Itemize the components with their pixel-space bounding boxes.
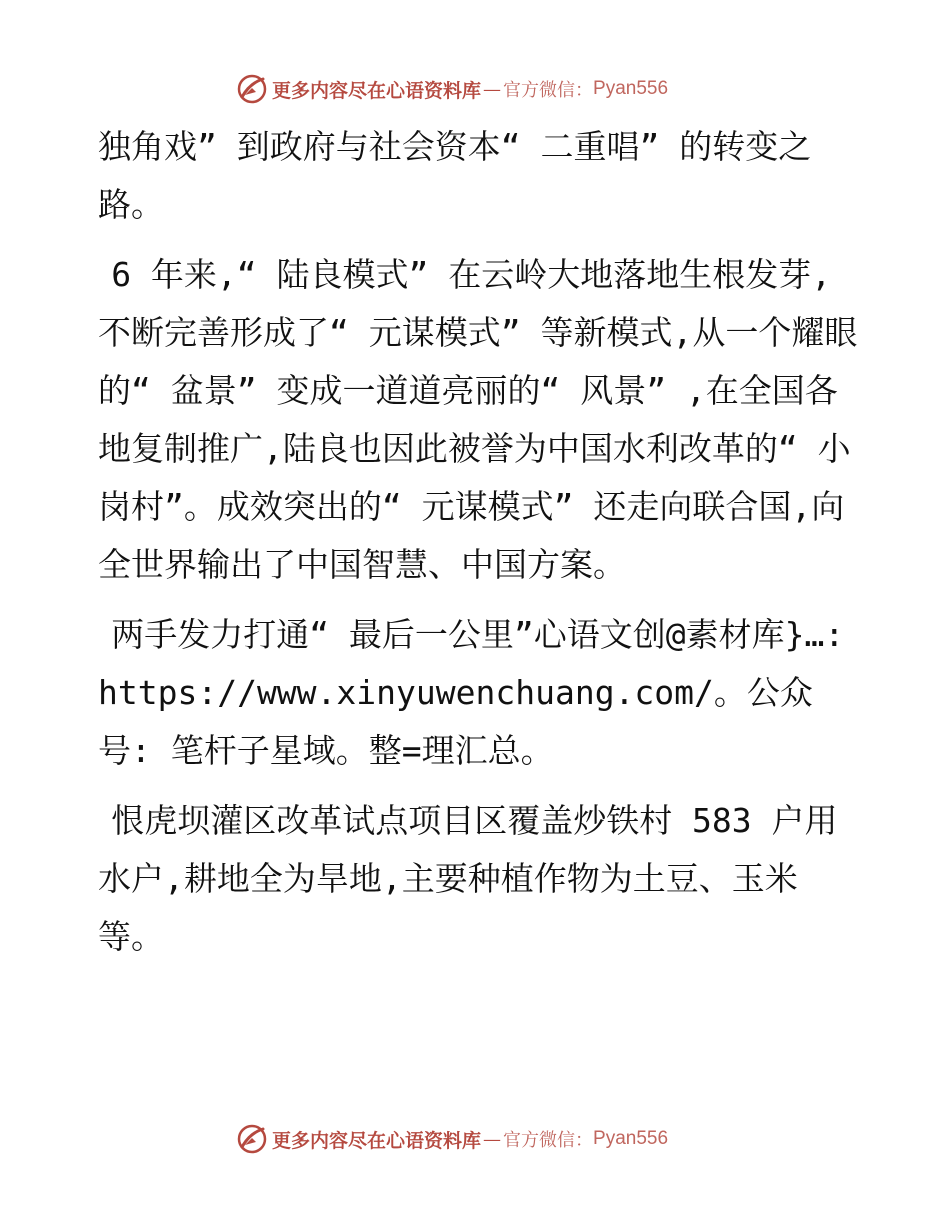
banner-title: 更多内容尽在心语资料库 bbox=[272, 1129, 482, 1152]
banner-dash: — bbox=[483, 78, 502, 100]
banner-wechat-id: Pyan556 bbox=[593, 1128, 669, 1149]
paragraph-1: 独角戏” 到政府与社会资本“ 二重唱” 的转变之路。 bbox=[98, 127, 812, 224]
header-banner bbox=[236, 72, 668, 106]
banner-wechat-id: Pyan556 bbox=[593, 78, 669, 99]
footer-banner bbox=[236, 1122, 668, 1156]
document-body bbox=[98, 118, 858, 978]
paragraph-4: 恨虎坝灌区改革试点项目区覆盖炒铁村 583 户用水户,耕地全为旱地,主要种植作物为土豆、玉米等。 bbox=[98, 801, 838, 956]
banner-dash: — bbox=[483, 1128, 502, 1150]
banner-wechat-label: 官方微信： bbox=[503, 80, 594, 101]
banner-wechat-label: 官方微信： bbox=[503, 1130, 594, 1151]
paragraph-2: 6 年来,“ 陆良模式” 在云岭大地落地生根发芽,不断完善形成了“ 元谋模式” 等新模式,从一个耀眼的“ 盆景” 变成一道道亮丽的“ 风景” ,在全国各地复制推广,陆良也因此被誉为中国水利改革的“ 小岗村”。成效突出的“ 元谋模式” 还走向联合国,向全世界输出了中国智慧、中国方案。 bbox=[98, 255, 858, 584]
pen-logo-icon bbox=[236, 1123, 268, 1155]
pen-logo-icon bbox=[236, 73, 268, 105]
banner-title: 更多内容尽在心语资料库 bbox=[272, 79, 482, 102]
paragraph-3: 两手发力打通“ 最后一公里”心语文创@素材库}…: https://www.xinyuwenchuang.com/。公众号: 笔杆子星域。整=理汇总。 bbox=[98, 615, 845, 770]
